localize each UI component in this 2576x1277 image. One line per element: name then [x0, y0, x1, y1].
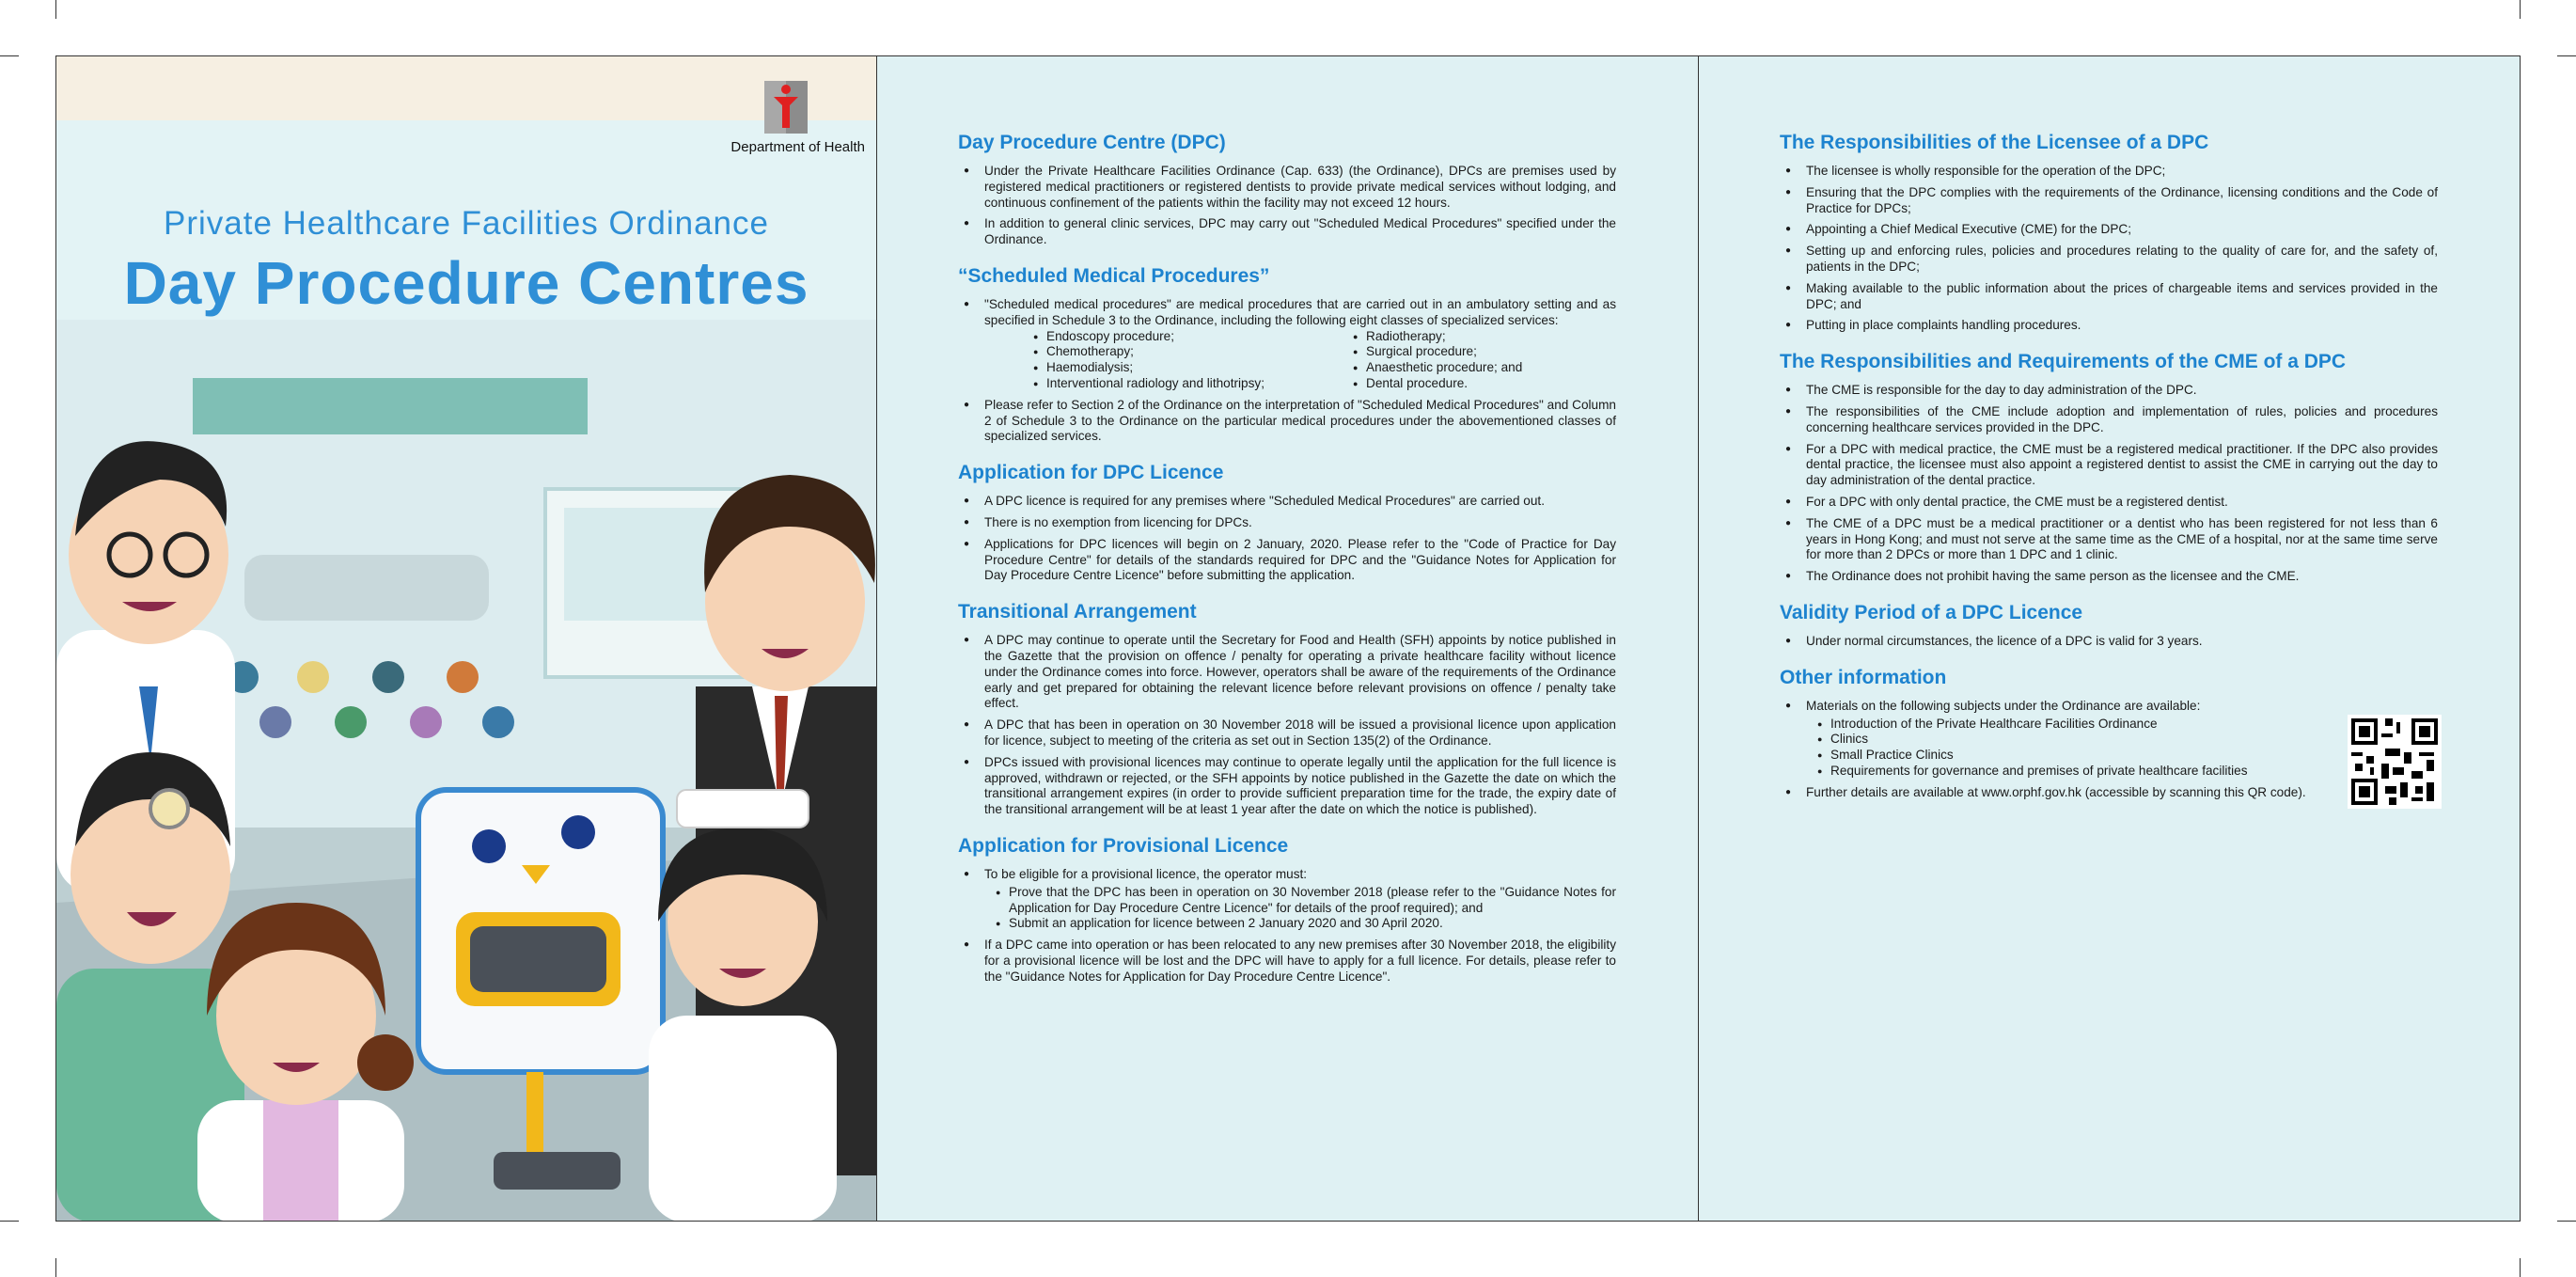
- list-item: ● A DPC that has been in operation on 30 November 2018 will be issued a provisional licence upon application for licence, subject to meeting of the criteria as set out in Section 135(2) of the Ordinance.: [958, 717, 1616, 749]
- list-item: ● The CME is responsible for the day to day administration of the DPC.: [1780, 383, 2438, 399]
- qr-code[interactable]: [2348, 715, 2442, 809]
- class-item: ● Endoscopy procedure;: [1033, 329, 1353, 345]
- section-heading: The Responsibilities and Requirements of the CME of a DPC: [1780, 351, 2347, 373]
- class-item: ● Dental procedure.: [1353, 376, 1635, 392]
- crop-mark: [2520, 1258, 2521, 1277]
- section-heading: The Responsibilities of the Licensee of a DPC: [1780, 132, 2209, 153]
- section-provisional: [958, 835, 1616, 985]
- department-of-health-logo: [764, 81, 808, 134]
- list-item-text: Materials on the following subjects under the Ordinance are available:: [1806, 698, 2201, 713]
- cover-title: Day Procedure Centres: [123, 249, 809, 317]
- list-item: ● Further details are available at www.orphf.gov.hk (accessible by scanning this QR code).: [1780, 785, 2389, 801]
- section-heading: Validity Period of a DPC Licence: [1780, 601, 2083, 623]
- sub-item: ● Clinics: [1817, 732, 2306, 748]
- middle-column: [958, 132, 1616, 1001]
- section-heading: Day Procedure Centre (DPC): [958, 132, 1226, 153]
- list-item: ● The licensee is wholly responsible for the operation of the DPC;: [1780, 164, 2438, 180]
- ceiling-light: [193, 378, 588, 434]
- list-item: ● If a DPC came into operation or has been relocated to any new premises after 30 November 2018, the eligibility for a provisional licence will be lost and the DPC will have to apply for a full licence. For details, please refer to the "Guidance Notes for Application for Day Procedure Centre Licence".: [958, 938, 1616, 985]
- crop-mark: [2557, 55, 2576, 56]
- list-item: ● In addition to general clinic services, DPC may carry out "Scheduled Medical Procedures" specified under the Ordinance.: [958, 216, 1616, 248]
- department-name: Department of Health: [730, 139, 865, 155]
- crop-mark: [0, 55, 19, 56]
- list-item: ● Please refer to Section 2 of the Ordinance on the interpretation of "Scheduled Medical Procedures" and Column 2 of Schedule 3 to the Ordinance on the particular medical procedures under the abovementioned classes of specialized services.: [958, 398, 1616, 445]
- sub-item: ● Requirements for governance and premises of private healthcare facilities: [1817, 764, 2306, 780]
- list-item: ● The CME of a DPC must be a medical practitioner or a dentist who has been registered for not less than 6 years in Hong Kong; and must not serve at the same time as the CME of a hospital, nor at the same time serve for more than 2 DPCs or more than 1 DPC and 1 clinic.: [1780, 516, 2438, 563]
- section-cme: [1780, 351, 2438, 585]
- sub-item: ● Introduction of the Private Healthcare Facilities Ordinance: [1817, 717, 2306, 733]
- list-item: ● There is no exemption from licencing for DPCs.: [958, 515, 1616, 531]
- section-heading: Application for DPC Licence: [958, 462, 1224, 484]
- section-application: [958, 462, 1616, 584]
- crop-mark: [0, 1221, 19, 1222]
- cover-panel: [55, 55, 877, 1222]
- crop-mark: [2520, 0, 2521, 19]
- section-heading: Transitional Arrangement: [958, 601, 1197, 623]
- list-item: [958, 297, 1616, 392]
- list-item: ● Applications for DPC licences will begin on 2 January, 2020. Please refer to the "Code of Practice for Day Procedure Centre" for details of the standards required for DPC and the "Guidance Notes for Application for Day Procedure Centre Licence" before submitting the application.: [958, 537, 1616, 584]
- list-item: ● Under the Private Healthcare Facilities Ordinance (Cap. 633) (the Ordinance), DPCs are premises used by registered medical practitioners or registered dentists to provide private medical services without lodging, and continuous confinement of the patients within the facility may not exceed 12 hours.: [958, 164, 1616, 211]
- list-item-text: To be eligible for a provisional licence, the operator must:: [984, 866, 1308, 881]
- class-item: ● Anaesthetic procedure; and: [1353, 360, 1635, 376]
- list-item: ● Putting in place complaints handling procedures.: [1780, 318, 2438, 334]
- list-item: ● Appointing a Chief Medical Executive (CME) for the DPC;: [1780, 222, 2438, 238]
- list-item: ● For a DPC with medical practice, the CME must be a registered medical practitioner. If the DPC also provides dental practice, the licensee must also appoint a registered dentist to assist the CME in carrying out the day to day administration of the dental practice.: [1780, 442, 2438, 489]
- class-item: ● Radiotherapy;: [1353, 329, 1635, 345]
- list-item: ● DPCs issued with provisional licences may continue to operate legally until the application for the full licence is approved, withdrawn or rejected, or the SFH appoints by notice published in the Gazette the date on which the transitional arrangement expires (in order to provide sufficient preparation time for the trade, the expiry date of the transitional arrangement will be at least 1 year after the date on which the notice is published).: [958, 755, 1616, 818]
- list-item: [1780, 699, 2306, 780]
- list-item: [958, 867, 1616, 932]
- list-item: ● The Ordinance does not prohibit having the same person as the licensee and the CME.: [1780, 569, 2438, 585]
- section-transitional: [958, 601, 1616, 818]
- list-item: ● Under normal circumstances, the licence of a DPC is valid for 3 years.: [1780, 634, 2438, 650]
- list-item: ● Ensuring that the DPC complies with the requirements of the Ordinance, licensing conditions and the Code of Practice for DPCs;: [1780, 185, 2438, 217]
- right-column: [1780, 132, 2438, 818]
- section-heading: Other information: [1780, 666, 1947, 688]
- list-item: ● A DPC licence is required for any premises where "Scheduled Medical Procedures" are carried out.: [958, 494, 1616, 510]
- sub-item: ● Submit an application for licence between 2 January 2020 and 30 April 2020.: [996, 916, 1616, 932]
- class-item: ● Surgical procedure;: [1353, 344, 1635, 360]
- class-item: ● Chemotherapy;: [1033, 344, 1353, 360]
- list-item: ● For a DPC with only dental practice, the CME must be a registered dentist.: [1780, 495, 2438, 511]
- list-item-text: "Scheduled medical procedures" are medical procedures that are carried out in an ambulatory setting and as specified in Schedule 3 to the Ordinance, including the following eight classes of specialized services:: [984, 296, 1616, 327]
- list-item: ● Making available to the public information about the prices of chargeable items and services provided in the DPC; and: [1780, 281, 2438, 313]
- cover-illustration: [56, 320, 877, 1222]
- section-validity: [1780, 602, 2438, 650]
- middle-panel: [877, 55, 1699, 1222]
- cover-subtitle: Private Healthcare Facilities Ordinance: [164, 205, 769, 242]
- crop-mark: [55, 1258, 56, 1277]
- sub-item: ● Small Practice Clinics: [1817, 748, 2306, 764]
- cover-top-band: [56, 56, 876, 120]
- class-item: ● Interventional radiology and lithotripsy;: [1033, 376, 1353, 392]
- section-dpc: [958, 132, 1616, 248]
- section-heading: “Scheduled Medical Procedures”: [958, 264, 1270, 287]
- list-item: ● Setting up and enforcing rules, policies and procedures relating to the quality of care for, and the safety of, patients in the DPC;: [1780, 244, 2438, 276]
- class-item: ● Haemodialysis;: [1033, 360, 1353, 376]
- section-other-information: [1780, 667, 2438, 801]
- sub-item: ● Prove that the DPC has been in operation on 30 November 2018 (please refer to the "Guidance Notes for Application for Day Procedure Centre Licence" for details of the proof required); and: [996, 885, 1616, 917]
- crop-mark: [2557, 1221, 2576, 1222]
- section-heading: Application for Provisional Licence: [958, 834, 1289, 857]
- procedure-classes: [996, 329, 1616, 392]
- crop-mark: [55, 0, 56, 19]
- section-scheduled-procedures: [958, 265, 1616, 445]
- section-licensee: [1780, 132, 2438, 334]
- list-item: ● A DPC may continue to operate until the Secretary for Food and Health (SFH) appoints by notice published in the Gazette that the provision on offence / penalty for operating a private healthcare facility without licence under the Ordinance comes into force. However, operators shall be aware of the requirements of the Ordinance early and get prepared for obtaining the relevant licence before relevant provisions on offence / penalty take effect.: [958, 633, 1616, 712]
- list-item: ● The responsibilities of the CME include adoption and implementation of rules, policies and procedures concerning healthcare services provided in the DPC.: [1780, 404, 2438, 436]
- right-panel: [1699, 55, 2521, 1222]
